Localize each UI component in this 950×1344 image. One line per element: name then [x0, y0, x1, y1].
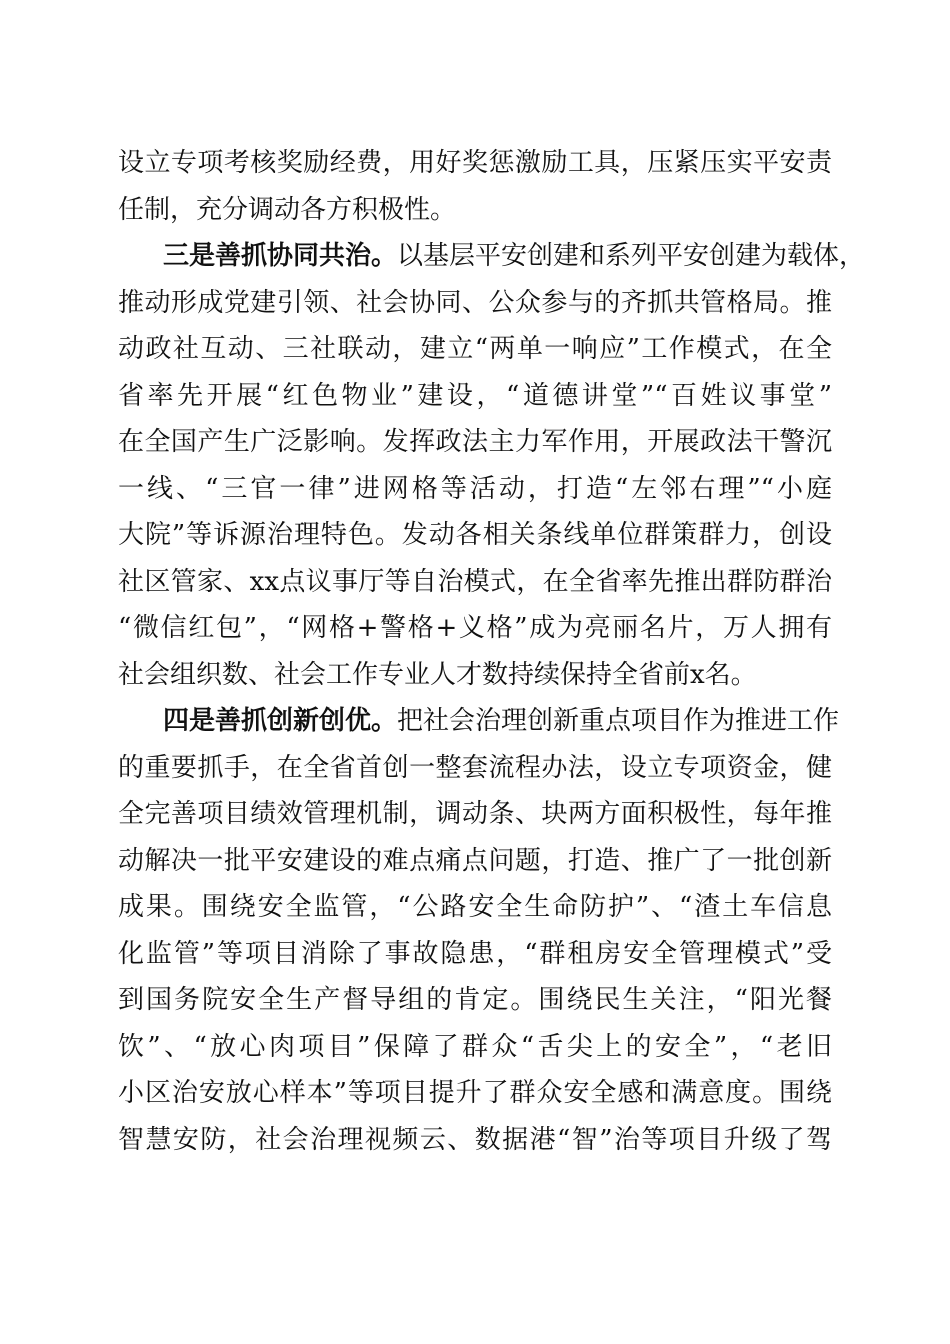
- text-run: 把社会治理创新重点项目作为推进工作: [397, 706, 840, 736]
- paragraph-heading: 四是善抓创新创优。: [163, 706, 398, 736]
- text-run: 以基层平安创建和系列平安创建为载体，: [397, 241, 866, 271]
- document-page: [118, 140, 866, 1163]
- text-line: 省率先开展“红色物业”建设，“道德讲堂”“百姓议事堂”: [118, 380, 832, 411]
- text-line: “微信红包”，“网格+警格+义格”成为亮丽名片，万人拥有: [118, 613, 832, 643]
- text-line: 推动形成党建引领、社会协同、公众参与的齐抓共管格局。推: [118, 287, 832, 318]
- paragraph: [118, 140, 832, 233]
- text-line: 小区治安放心样本”等项目提升了群众安全感和满意度。围绕: [118, 1078, 832, 1108]
- text-line: 到国务院安全生产督导组的肯定。围绕民生关注，“阳光餐: [118, 985, 832, 1015]
- text-line: [118, 698, 840, 745]
- text-line: 动解决一批平安建设的难点痛点问题，打造、推广了一批创新: [118, 845, 832, 876]
- text-line: 动政社互动、三社联动，建立“两单一响应”工作模式，在全: [118, 334, 832, 364]
- text-line: 的重要抓手，在全省首创一整套流程办法，设立专项资金，健: [118, 752, 832, 783]
- paragraph: [118, 698, 840, 1163]
- text-line: 大院”等诉源治理特色。发动各相关条线单位群策群力，创设: [118, 520, 832, 550]
- text-line: 社会组织数、社会工作专业人才数持续保持全省前x名。: [118, 659, 757, 690]
- text-line: 智慧安防，社会治理视频云、数据港“智”治等项目升级了驾: [118, 1124, 832, 1155]
- text-line: [118, 233, 866, 280]
- text-line: 全完善项目绩效管理机制，调动条、块两方面积极性，每年推: [118, 799, 832, 829]
- text-line: 化监管”等项目消除了事故隐患，“群租房安全管理模式”受: [118, 938, 832, 969]
- text-line: 社区管家、xx点议事厅等自治模式，在全省率先推出群防群治: [118, 566, 832, 597]
- text-line: 一线、“三官一律”进网格等活动，打造“左邻右理”“小庭: [118, 473, 832, 504]
- paragraph: [118, 233, 866, 698]
- text-line: 饮”、“放心肉项目”保障了群众“舌尖上的安全”，“老旧: [118, 1031, 832, 1062]
- text-line: 设立专项考核奖励经费，用好奖惩激励工具，压紧压实平安责: [118, 148, 832, 178]
- text-line: 在全国产生广泛影响。发挥政法主力军作用，开展政法干警沉: [118, 427, 832, 457]
- paragraph-heading: 三是善抓协同共治。: [163, 241, 398, 271]
- text-line: 成果。围绕安全监管，“公路安全生命防护”、“渣土车信息: [118, 892, 832, 922]
- text-line: 任制，充分调动各方积极性。: [118, 194, 457, 225]
